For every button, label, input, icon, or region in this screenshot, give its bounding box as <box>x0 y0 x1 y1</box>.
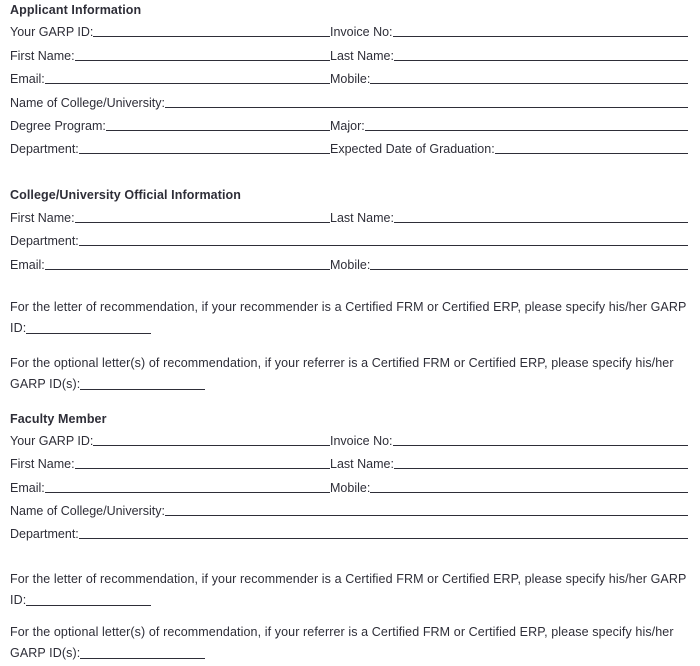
faculty-last-name-label: Last Name: <box>330 457 394 472</box>
faculty-referrer-text: For the optional letter(s) of recommendation, if your referrer is a Certified FRM or Certified ERP, please specify his/her GARP ID(s): <box>10 625 674 661</box>
faculty-first-name-label: First Name: <box>10 457 75 472</box>
applicant-department-line[interactable] <box>79 153 330 154</box>
official-information-heading: College/University Official Information <box>10 188 242 203</box>
applicant-invoice-no-line[interactable] <box>393 36 688 37</box>
faculty-email-line[interactable] <box>45 492 330 493</box>
applicant-degree-program-label: Degree Program: <box>10 118 106 133</box>
applicant-information-heading: Applicant Information <box>10 3 142 17</box>
form-row <box>10 202 688 225</box>
faculty-last-name-line[interactable] <box>394 468 688 469</box>
section-official-information <box>10 189 688 394</box>
form-row <box>10 64 688 87</box>
faculty-referrer-garp-ids-line[interactable] <box>80 649 205 659</box>
applicant-email-line[interactable] <box>45 83 330 84</box>
faculty-department-line[interactable] <box>79 538 688 539</box>
official-referrer-text: For the optional letter(s) of recommendation, if your referrer is a Certified FRM or Certified ERP, please specify his/her GARP ID(s): <box>10 355 674 391</box>
form-row <box>10 519 688 542</box>
official-first-name-line[interactable] <box>75 222 330 223</box>
form-row <box>10 134 688 157</box>
faculty-invoice-no-label: Invoice No: <box>330 433 393 448</box>
form-row <box>10 449 688 472</box>
faculty-garp-id-label: Your GARP ID: <box>10 433 94 448</box>
faculty-college-name-label: Name of College/University: <box>10 504 165 519</box>
form-row <box>10 496 688 519</box>
official-referrer-paragraph <box>10 353 688 395</box>
official-department-line[interactable] <box>79 245 688 246</box>
official-last-name-label: Last Name: <box>330 210 394 225</box>
faculty-recommender-paragraph <box>10 569 688 611</box>
official-recommender-text: For the letter of recommendation, if your recommender is a Certified FRM or Certified ERP, please specify his/her GARP ID: <box>10 299 687 335</box>
official-recommender-paragraph <box>10 297 688 339</box>
official-last-name-line[interactable] <box>394 222 688 223</box>
faculty-member-heading: Faculty Member <box>10 411 107 426</box>
applicant-major-line[interactable] <box>365 130 688 131</box>
applicant-email-label: Email: <box>10 72 45 87</box>
applicant-graduation-date-label: Expected Date of Graduation: <box>330 142 495 157</box>
official-department-label: Department: <box>10 234 79 249</box>
applicant-first-name-label: First Name: <box>10 48 75 63</box>
form-row <box>10 111 688 134</box>
applicant-degree-program-line[interactable] <box>106 130 330 131</box>
faculty-mobile-line[interactable] <box>370 492 688 493</box>
official-email-label: Email: <box>10 257 45 272</box>
applicant-last-name-label: Last Name: <box>330 48 394 63</box>
form-row <box>10 17 688 40</box>
applicant-last-name-line[interactable] <box>394 60 688 61</box>
applicant-mobile-line[interactable] <box>370 83 688 84</box>
applicant-college-name-label: Name of College/University: <box>10 95 165 110</box>
faculty-email-label: Email: <box>10 480 45 495</box>
official-first-name-label: First Name: <box>10 210 75 225</box>
applicant-major-label: Major: <box>330 118 365 133</box>
official-recommender-garp-id-line[interactable] <box>26 324 151 334</box>
form-row <box>10 426 688 449</box>
official-email-line[interactable] <box>45 269 330 270</box>
form-row <box>10 249 688 272</box>
faculty-department-label: Department: <box>10 527 79 542</box>
applicant-mobile-label: Mobile: <box>330 72 371 87</box>
faculty-recommender-text: For the letter of recommendation, if your recommender is a Certified FRM or Certified ERP, please specify his/her GARP ID: <box>10 572 687 608</box>
form-row <box>10 226 688 249</box>
form-row <box>10 40 688 63</box>
applicant-invoice-no-label: Invoice No: <box>330 25 393 40</box>
form-row <box>10 472 688 495</box>
applicant-first-name-line[interactable] <box>75 60 330 61</box>
official-referrer-garp-ids-line[interactable] <box>80 380 205 390</box>
faculty-first-name-line[interactable] <box>75 468 330 469</box>
applicant-garp-id-label: Your GARP ID: <box>10 25 94 40</box>
faculty-mobile-label: Mobile: <box>330 480 371 495</box>
faculty-garp-id-line[interactable] <box>93 445 330 446</box>
section-applicant-information <box>10 4 688 157</box>
official-mobile-label: Mobile: <box>330 257 371 272</box>
applicant-department-label: Department: <box>10 142 79 157</box>
applicant-garp-id-line[interactable] <box>93 36 330 37</box>
section-faculty-member <box>10 413 688 665</box>
faculty-college-name-line[interactable] <box>165 515 688 516</box>
official-mobile-line[interactable] <box>370 269 688 270</box>
form-row <box>10 87 688 110</box>
applicant-graduation-date-line[interactable] <box>495 153 688 154</box>
faculty-referrer-paragraph <box>10 622 688 664</box>
faculty-recommender-garp-id-line[interactable] <box>26 596 151 606</box>
faculty-invoice-no-line[interactable] <box>393 445 688 446</box>
applicant-college-name-line[interactable] <box>165 107 688 108</box>
